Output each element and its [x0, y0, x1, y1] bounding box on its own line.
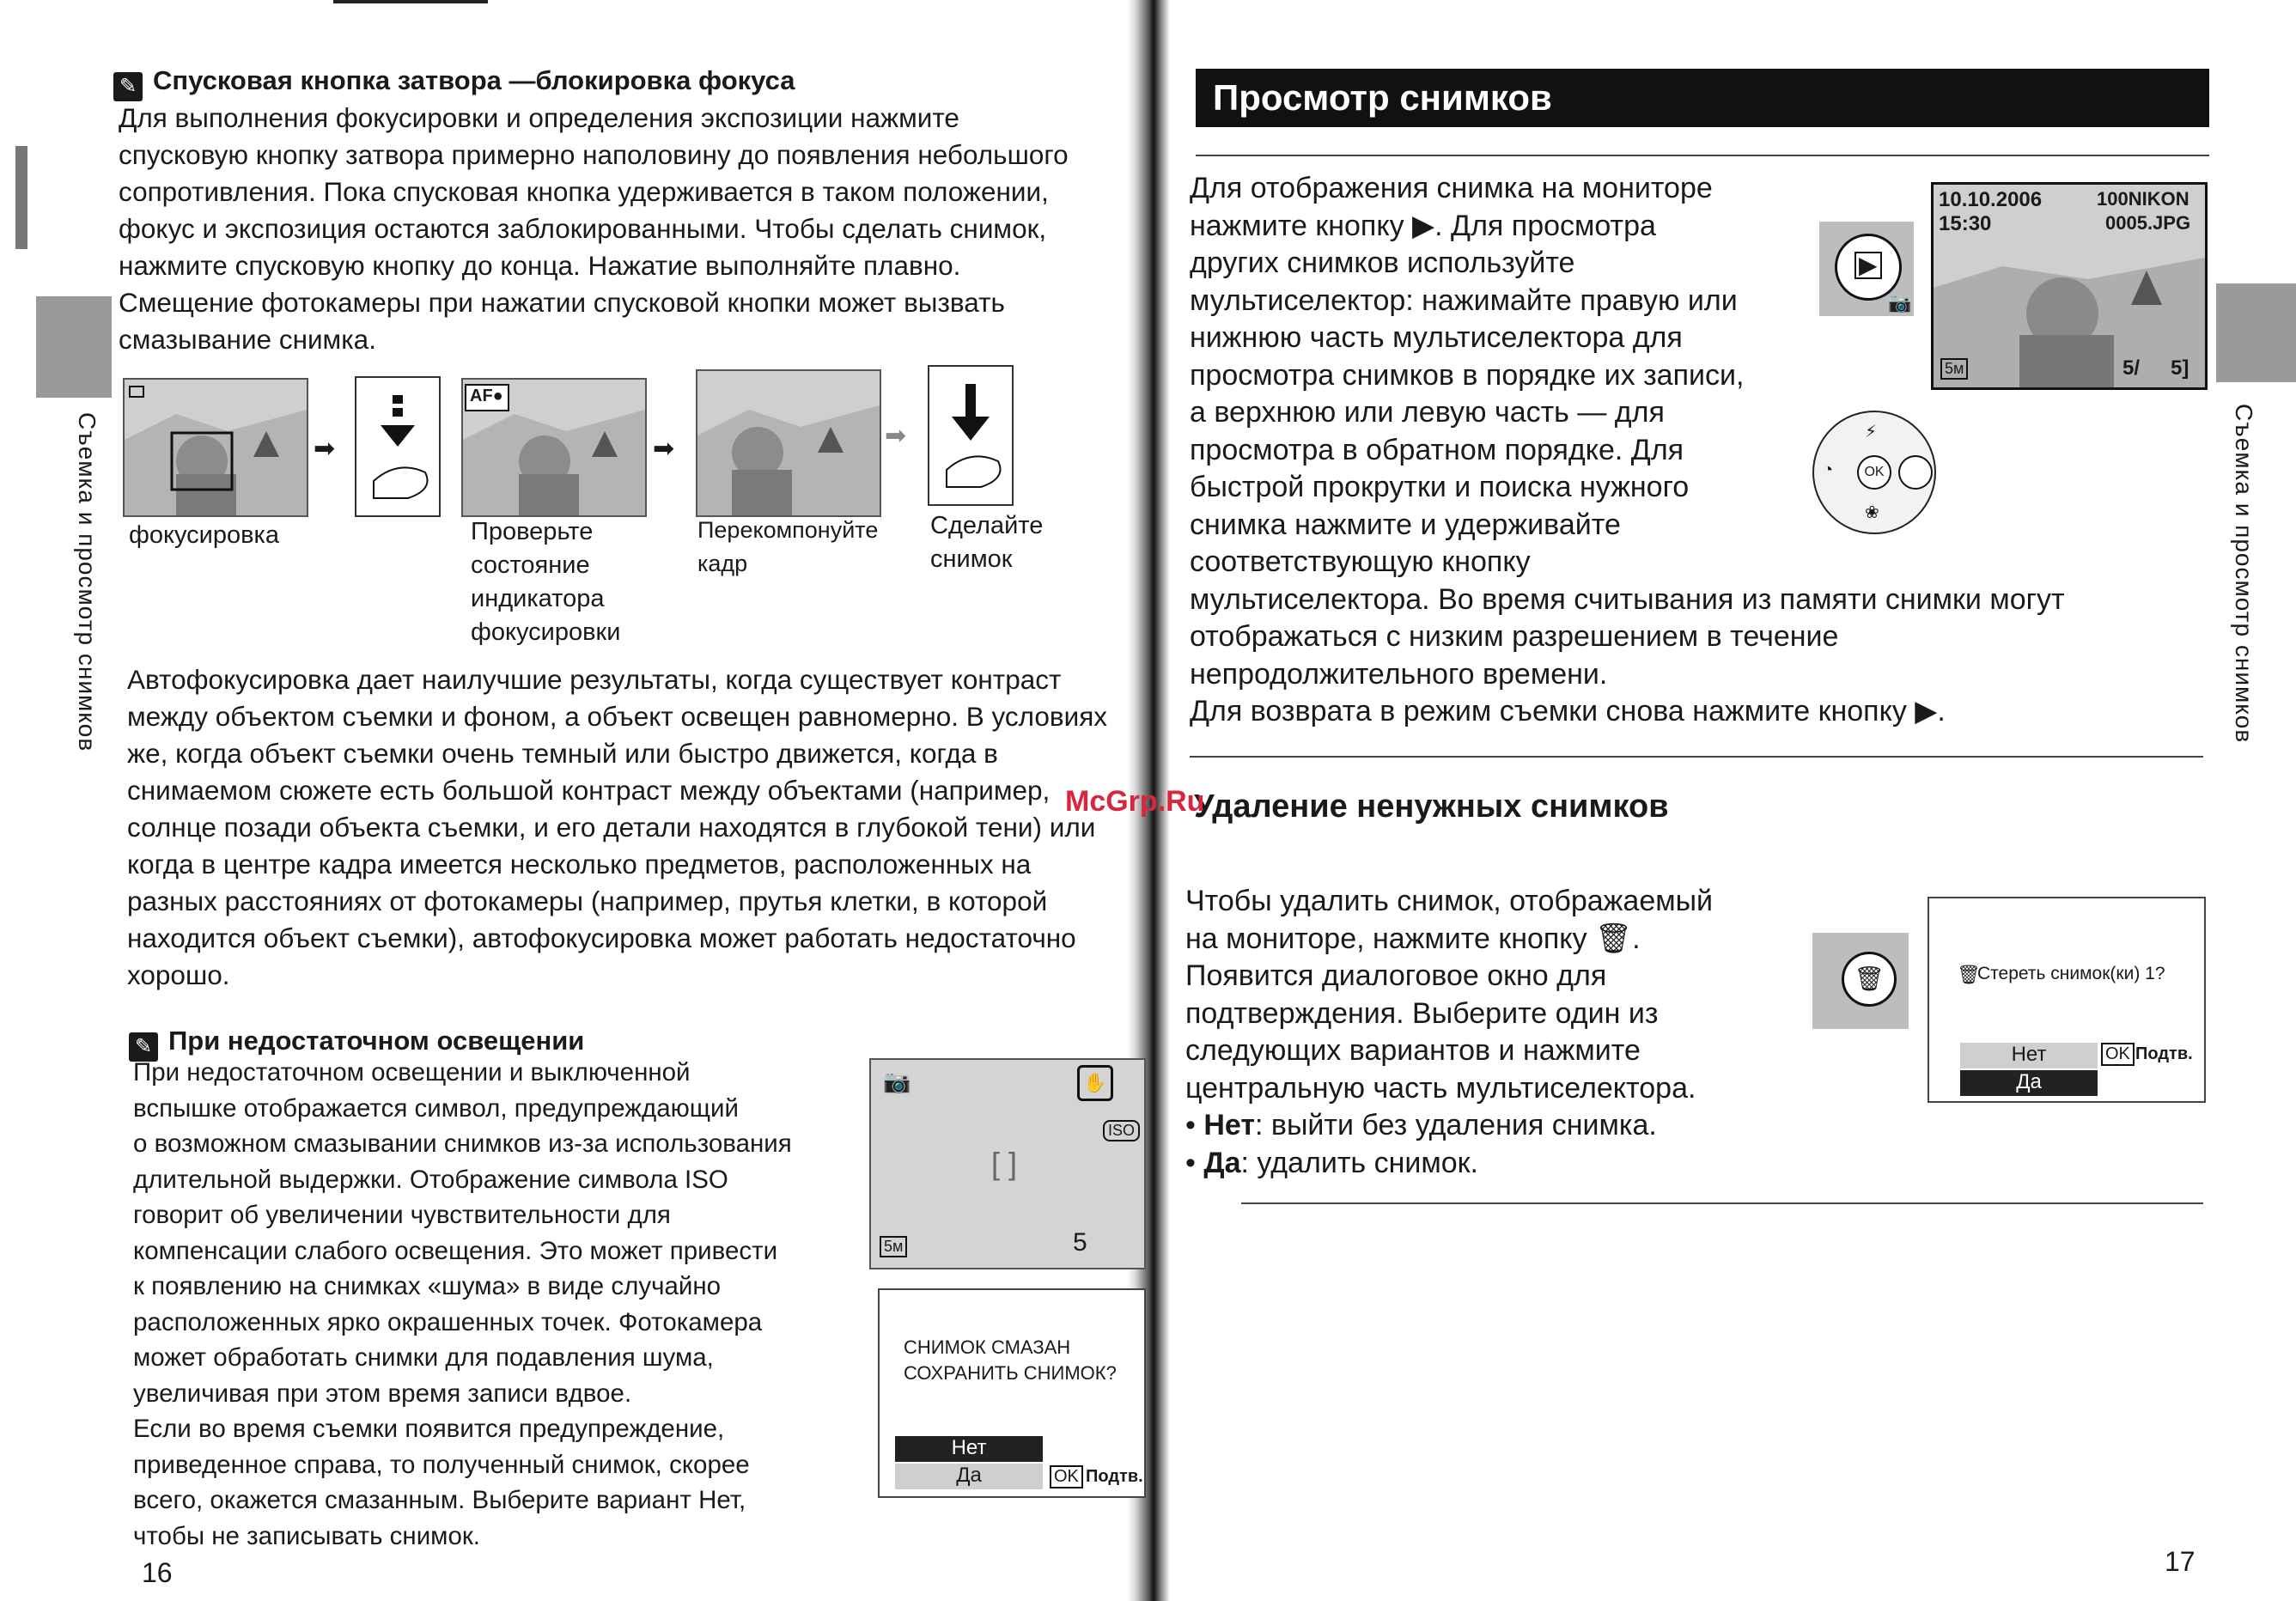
- section1-title: ✎ Спусковая кнопка затвора —блокировка фокуса: [113, 65, 795, 101]
- iso-indicator: ISO: [1103, 1120, 1140, 1141]
- section2-body: При недостаточном освещении и выключенной вспышке отображается символ, предупреждающий о возможном смазывании снимков из-за использования длительной выдержки. Отображение символа ISO говорит об увеличении чувствительности для компенсации слабого освещения. Это может привести к появлению на снимках «шума» в виде случайно расположенных ярко окрашенных точек. Фотокамера может обработать снимки для подавления шума, увеличивая при этом время записи вдвое. Если во время съемки появится предупреждение, приведенное справа, то полученный снимок, скорее всего, окажется смазанным. Выберите вариант Нет, чтобы не записывать снимок.: [133, 1058, 792, 1550]
- ok-button-icon: OK: [1050, 1465, 1083, 1488]
- arrow-right-icon: ➡: [885, 422, 907, 450]
- dialog-yes-option[interactable]: Да: [895, 1464, 1043, 1489]
- trash-icon: 🗑: [1842, 952, 1897, 1007]
- header-rule: [1196, 155, 2209, 156]
- delete-header: Удаление ненужных снимков: [1194, 788, 1669, 825]
- playback-counter: 5/: [2122, 356, 2141, 380]
- left-page-number: 16: [142, 1557, 173, 1588]
- multiselector-ok: OK: [1857, 455, 1891, 490]
- dialog-no-option[interactable]: Нет: [895, 1436, 1043, 1462]
- delete-button-illustration: [1812, 933, 1909, 1029]
- frames-remaining: 5: [1073, 1228, 1087, 1257]
- trash-icon: 🗑: [1957, 964, 1981, 985]
- camera-icon: 📷: [1888, 292, 1912, 314]
- left-side-label: Съемка и просмотр снимков: [74, 412, 100, 752]
- right-side-tab: [2216, 283, 2296, 382]
- playback-file: 0005.JPG: [2105, 212, 2191, 234]
- focus-screen: [123, 378, 308, 517]
- image-size-indicator: 5м: [1940, 358, 1968, 380]
- bullet-yes: • Да: удалить снимок.: [1185, 1146, 1478, 1179]
- playback-date: 10.10.2006: [1939, 188, 2043, 211]
- dialog-confirm-label: Подтв.: [1086, 1467, 1143, 1486]
- blur-warning-text: СНИМОК СМАЗАН СОХРАНИТЬ СНИМОК?: [904, 1336, 1117, 1384]
- right-side-label: Съемка и просмотр снимков: [2231, 404, 2257, 744]
- self-timer-icon: ◔: [1823, 460, 1834, 479]
- step-check-caption: Проверьте состояние индикатора фокусировки: [471, 518, 621, 646]
- step-shoot-caption: Сделайте снимок: [930, 512, 1044, 573]
- playback-button-illustration: [1819, 222, 1914, 316]
- dialog-yes-option[interactable]: Да: [1960, 1070, 2098, 1096]
- image-size-indicator: 5м: [880, 1236, 907, 1257]
- focus-brackets: [ ]: [991, 1146, 1018, 1181]
- delete-body: Чтобы удалить снимок, отображаемый на мониторе, нажмите кнопку 🗑. Появится диалоговое окно для подтверждения. Выберите один из следующих вариантов и нажмите центральную часть мультиселектора. • Нет: выйти без удаления снимка. • Да: удалить снимок.: [1185, 883, 1890, 1182]
- view-header-title: Просмотр снимков: [1213, 77, 1552, 118]
- section1-body: Для выполнения фокусировки и определения экспозиции нажмите спусковую кнопку затвора примерно наполовину до появления небольшого сопротивления. Пока спусковая кнопка удерживается в таком положении, фокус и экспозиция остаются заблокированными. Чтобы сделать снимок, нажмите спусковую кнопку до конца. Нажатие выполняйте плавно. Смещение фотокамеры при нажатии спусковой кнопки может вызвать смазывание снимка.: [119, 102, 1069, 355]
- arrow-right-icon: ➡: [653, 435, 675, 463]
- playback-button: [1835, 234, 1902, 301]
- recompose-screen: [696, 369, 881, 517]
- left-scan-mark: [15, 146, 27, 249]
- ok-button-icon: OK: [2101, 1043, 2135, 1066]
- af-check-screen: [461, 378, 647, 517]
- camera-icon: 📷: [883, 1068, 911, 1094]
- delete-dialog: [1928, 897, 2206, 1103]
- arrow-right-icon: ➡: [314, 435, 336, 463]
- right-page-number: 17: [2165, 1546, 2196, 1577]
- section2-title: ✎ При недостаточном освещении: [129, 1026, 584, 1062]
- note-icon: ✎: [113, 72, 143, 101]
- dialog-no-option[interactable]: Нет: [1960, 1043, 2098, 1068]
- view-body: Для отображения снимка на мониторе нажмите кнопку ▶. Для просмотра других снимков используйте мультиселектор: нажимайте правую или нижнюю часть мультиселектора для просмотра снимков в порядке их записи, а верхнюю или левую часть — для просмотра в обратном порядке. Для быстрой прокрутки и поиска нужного снимка нажмите и удерживайте соответствующую кнопку мультиселектора. Во время считывания из памяти снимки могут отображаться с низким разрешением в течение непродолжительного времени. Для возврата в режим съемки снова нажмите кнопку ▶.: [1190, 172, 2065, 727]
- section-rule: [1190, 756, 2203, 758]
- macro-icon: ❀: [1865, 503, 1879, 522]
- flash-icon: ⚡: [1865, 423, 1878, 441]
- playback-screen: [1931, 182, 2208, 390]
- playback-total: 5]: [2171, 356, 2189, 380]
- left-side-tab: [36, 296, 112, 398]
- watermark: McGrp.Ru: [1065, 785, 1205, 818]
- multiselector-illustration: [1812, 411, 1936, 534]
- delete-question: Стереть снимок(ки) 1?: [1977, 964, 2165, 983]
- blur-warning-dialog: [878, 1288, 1146, 1498]
- bottom-rule: [1241, 1202, 2203, 1204]
- note-icon: ✎: [129, 1032, 158, 1062]
- playback-folder: 100NIKON: [2097, 188, 2189, 210]
- low-light-screen: [869, 1058, 1146, 1269]
- right-button-highlight: [1898, 455, 1933, 490]
- half-press-illustration: [355, 376, 441, 517]
- playback-time: 15:30: [1939, 212, 1992, 235]
- dialog-confirm-label: Подтв.: [2135, 1044, 2193, 1063]
- af-paragraph: Автофокусировка дает наилучшие результаты, когда существует контраст между объектом съемки и фоном, а объект освещен равномерно. В условиях же, когда объект съемки очень темный или быстро движется, когда в снимаемом сюжете есть большой контраст между объектами (например, солнце позади объекта съемки, и его детали находятся в глубокой тени) или когда в центре кадра имеется несколько предметов, расположенных на разных расстояниях от фотокамеры (например, прутья клетки, в которой находится объект съемки), автофокусировка может работать недостаточно хорошо.: [127, 664, 1108, 990]
- shake-warning-icon: ✋: [1077, 1065, 1113, 1101]
- view-header-bar: [1196, 69, 2209, 127]
- bullet-no: • Нет: выйти без удаления снимка.: [1185, 1109, 1657, 1141]
- top-rule: [333, 0, 488, 3]
- step-recompose-caption: Перекомпонуйте кадр: [697, 517, 879, 576]
- step-focus-caption: фокусировка: [129, 521, 279, 549]
- play-icon: ▶: [1854, 252, 1882, 279]
- full-press-illustration: [928, 365, 1014, 506]
- af-indicator: AF●: [470, 387, 503, 405]
